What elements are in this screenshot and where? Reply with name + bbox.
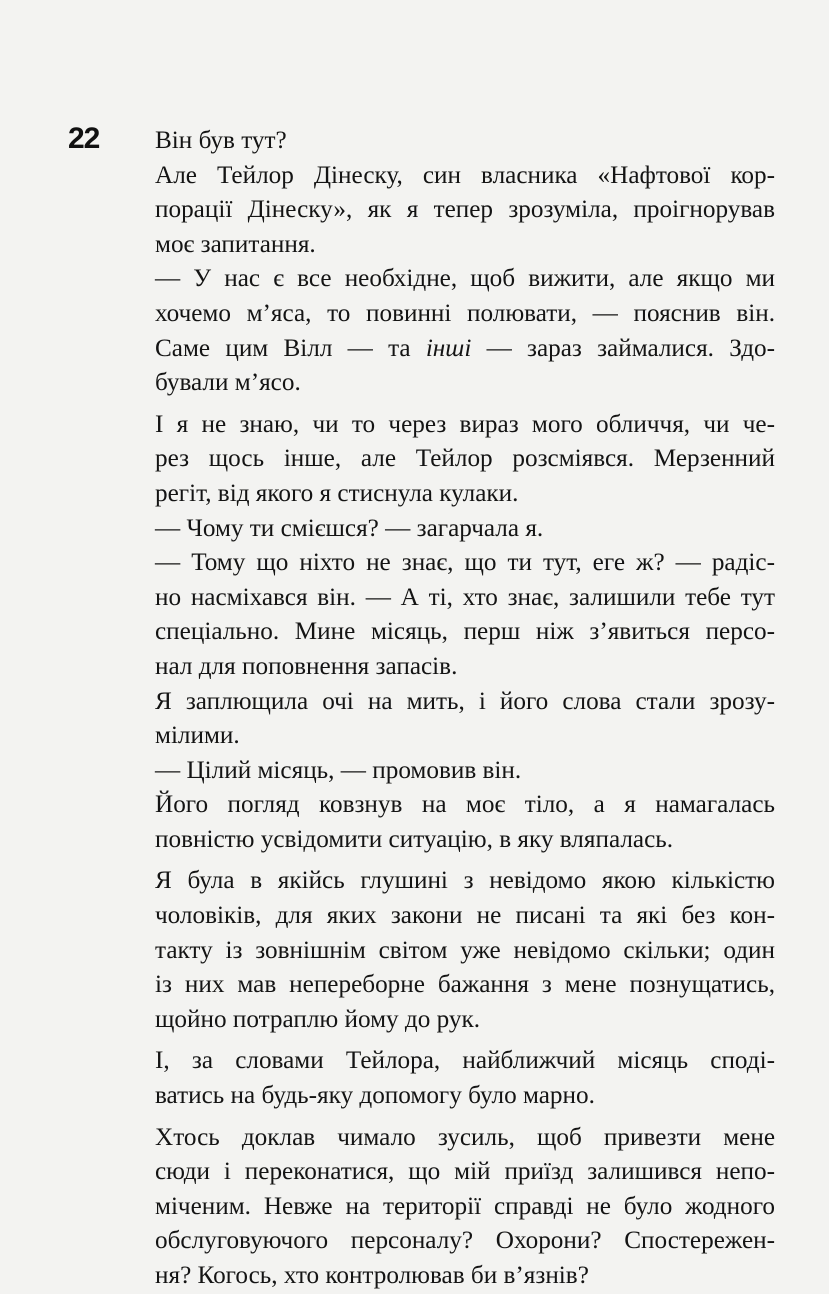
text-line: обслуговуючого персоналу? Охорони? Спостережен- [155,1227,775,1255]
text-line: ватись на будь-яку допомогу було марно. [155,1082,595,1110]
text-line: Його погляд ковзнув на моє тіло, а я намагалась [155,791,775,819]
text-fragment: — зараз займалися. Здо- [471,334,775,362]
italic-emphasis: інші [425,334,472,362]
text-line: міченим. Невже на території справді не було жодного [155,1192,775,1220]
text-line: порації Дінеску», як я тепер зрозуміла, проігнорував [155,196,775,224]
text-line: повністю усвідомити ситуацію, в яку вляпалась. [155,825,674,853]
text-line: щойно потраплю йому до рук. [155,1005,481,1033]
text-line: спеціально. Мине місяць, перш ніж з’явиться персо- [155,618,775,646]
text-line: нал для поповнення запасів. [155,652,458,680]
text-line: Він був тут? [155,127,287,154]
text-line: — Тому що ніхто не знає, що ти тут, еге ж? — радіс- [155,549,775,577]
text-line: Але Тейлор Дінеску, син власника «Нафтової кор- [155,161,775,189]
text-line: рез щось інше, але Тейлор розсміявся. Мерзенний [155,445,775,473]
text-line: Хтось доклав чимало зусиль, щоб привезти мене [155,1123,775,1151]
text-line: регіт, від якого я стиснула кулаки. [155,479,519,507]
text-line: но насміхався він. — А ті, хто знає, залишили тебе тут [155,583,775,611]
text-line: Я була в якійсь глушині з невідомо якою кількістю [155,867,775,895]
text-line: із них мав непереборне бажання з мене познущатись, [155,971,775,999]
text-line: Я заплющила очі на мить, і його слова стали зрозу- [155,687,775,715]
page-number: 22 [68,122,100,155]
text-line [155,332,775,367]
text-line: І, за словами Тейлора, найближчий місяць споді- [155,1047,775,1075]
text-fragment: Саме цим Вілл — та [155,334,426,362]
text-line: І я не знаю, чи то через вираз мого обличчя, чи че- [155,410,775,438]
text-line: хочемо м’яса, то повинні полювати, — пояснив він. [155,299,775,327]
text-line: — Цілий місяць, — промовив він. [155,756,522,784]
text-line: моє запитання. [155,230,316,258]
body-text [155,124,775,1294]
text-line: такту із зовнішнім світом уже невідомо скільки; один [155,936,775,964]
text-line: чоловіків, для яких закони не писані та які без кон- [155,902,775,930]
text-line: сюди і переконатися, що мій приїзд залишився непо- [155,1158,775,1186]
text-line: — Чому ти смієшся? — загарчала я. [155,514,544,542]
text-line: бували м’ясо. [155,369,301,397]
text-line: мілими. [155,722,240,750]
text-line: — У нас є все необхідне, щоб вижити, але якщо ми [155,265,775,293]
text-line: ня? Когось, хто контролював би в’язнів? [155,1262,589,1289]
